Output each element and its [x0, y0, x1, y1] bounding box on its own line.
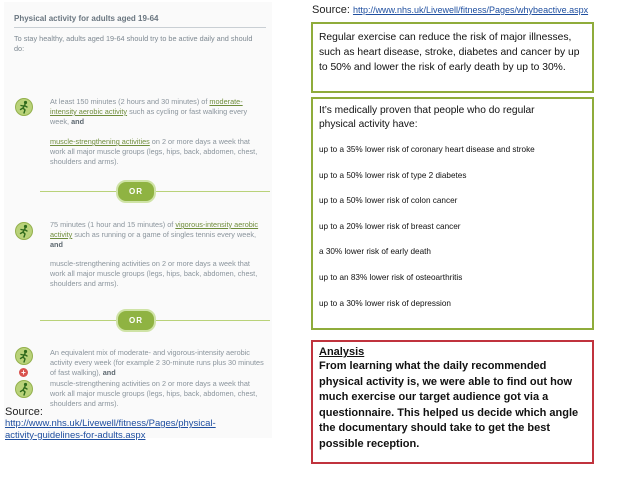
plus-icon: + — [19, 368, 28, 377]
list-item: up to a 30% lower risk of depression — [319, 299, 451, 308]
muscle-icon — [15, 380, 33, 398]
option1-aerobic-text: At least 150 minutes (2 hours and 30 minutes) of moderate-intensity aerobic activity such as cycling or fast walking every week, and — [50, 97, 248, 126]
option2-aerobic-text: 75 minutes (1 hour and 15 minutes) of vigorous-intensity aerobic activity such as running or a game of singles tennis every week, and — [50, 220, 259, 249]
running-person-icon — [15, 222, 33, 240]
list-item: up to an 83% lower risk of osteoarthritis — [319, 273, 463, 282]
list-item: a 30% lower risk of early death — [319, 247, 431, 256]
moderate-aerobic-link[interactable]: moderate-intensity aerobic activity — [50, 97, 243, 116]
list-item: up to a 35% lower risk of coronary heart disease and stroke — [319, 145, 535, 154]
option2-muscle-text: muscle-strengthening activities on 2 or more days a week that work all major muscle groups (legs, hips, back, abdomen, chest, shoulders and arms). — [50, 259, 258, 288]
option3-mix-text: An equivalent mix of moderate- and vigorous-intensity aerobic activity every week (for example 2 30-minute runs plus 30 minutes of fast walking), and — [50, 348, 264, 377]
exercise-benefit-box — [311, 22, 594, 93]
or-badge: OR — [116, 309, 156, 332]
or-badge: OR — [116, 180, 156, 203]
risk-intro: It’s medically proven that people who do regular physical activity have: — [319, 105, 535, 130]
nhs-title: Physical activity for adults aged 19-64 — [14, 14, 159, 23]
running-person-icon — [15, 347, 33, 365]
source-citation-left — [5, 406, 216, 442]
risk-reduction-box — [311, 97, 594, 330]
source-link-top[interactable]: http://www.nhs.uk/Livewell/fitness/Pages/whybeactive.aspx — [352, 5, 589, 15]
analysis-box — [311, 340, 594, 464]
option1-muscle-text: muscle-strengthening activities on 2 or more days a week that work all major muscle groups (legs, hips, back, abdomen, chest, shoulders and arms). — [50, 137, 258, 166]
analysis-text: From learning what the daily recommended physical activity is, we were able to find out how much exercise our target audience got via a questionnaire. This helped us decide which angle the documentary should take to get the best possible reception. — [319, 360, 579, 450]
nhs-intro: To stay healthy, adults aged 19-64 should try to be active daily and should do: — [14, 34, 253, 53]
option3-muscle-text: muscle-strengthening activities on 2 or more days a week that work all major muscle groups (legs, hips, back, abdomen, chest, shoulders and arms). — [50, 379, 258, 408]
exercise-benefit-text: Regular exercise can reduce the risk of major illnesses, such as heart disease, stroke, diabetes and cancer by up to 50% and lower the risk of early death by up to 30%. — [319, 32, 580, 73]
source-link-left[interactable]: http://www.nhs.uk/Livewell/fitness/Pages/physical-activity-guidelines-for-adults.aspx — [5, 418, 216, 441]
list-item: up to a 50% lower risk of type 2 diabetes — [319, 171, 467, 180]
source-label: Source: — [312, 4, 353, 16]
source-citation-top — [312, 4, 588, 16]
list-item: up to a 50% lower risk of colon cancer — [319, 196, 458, 205]
vigorous-aerobic-link[interactable]: vigorous-intensity aerobic activity — [50, 220, 259, 239]
analysis-heading: Analysis — [319, 346, 365, 358]
source-label: Source: — [5, 406, 43, 418]
running-person-icon — [15, 98, 33, 116]
muscle-strengthening-link[interactable]: muscle-strengthening activities — [50, 137, 150, 146]
list-item: up to a 20% lower risk of breast cancer — [319, 222, 461, 231]
divider — [14, 27, 266, 28]
